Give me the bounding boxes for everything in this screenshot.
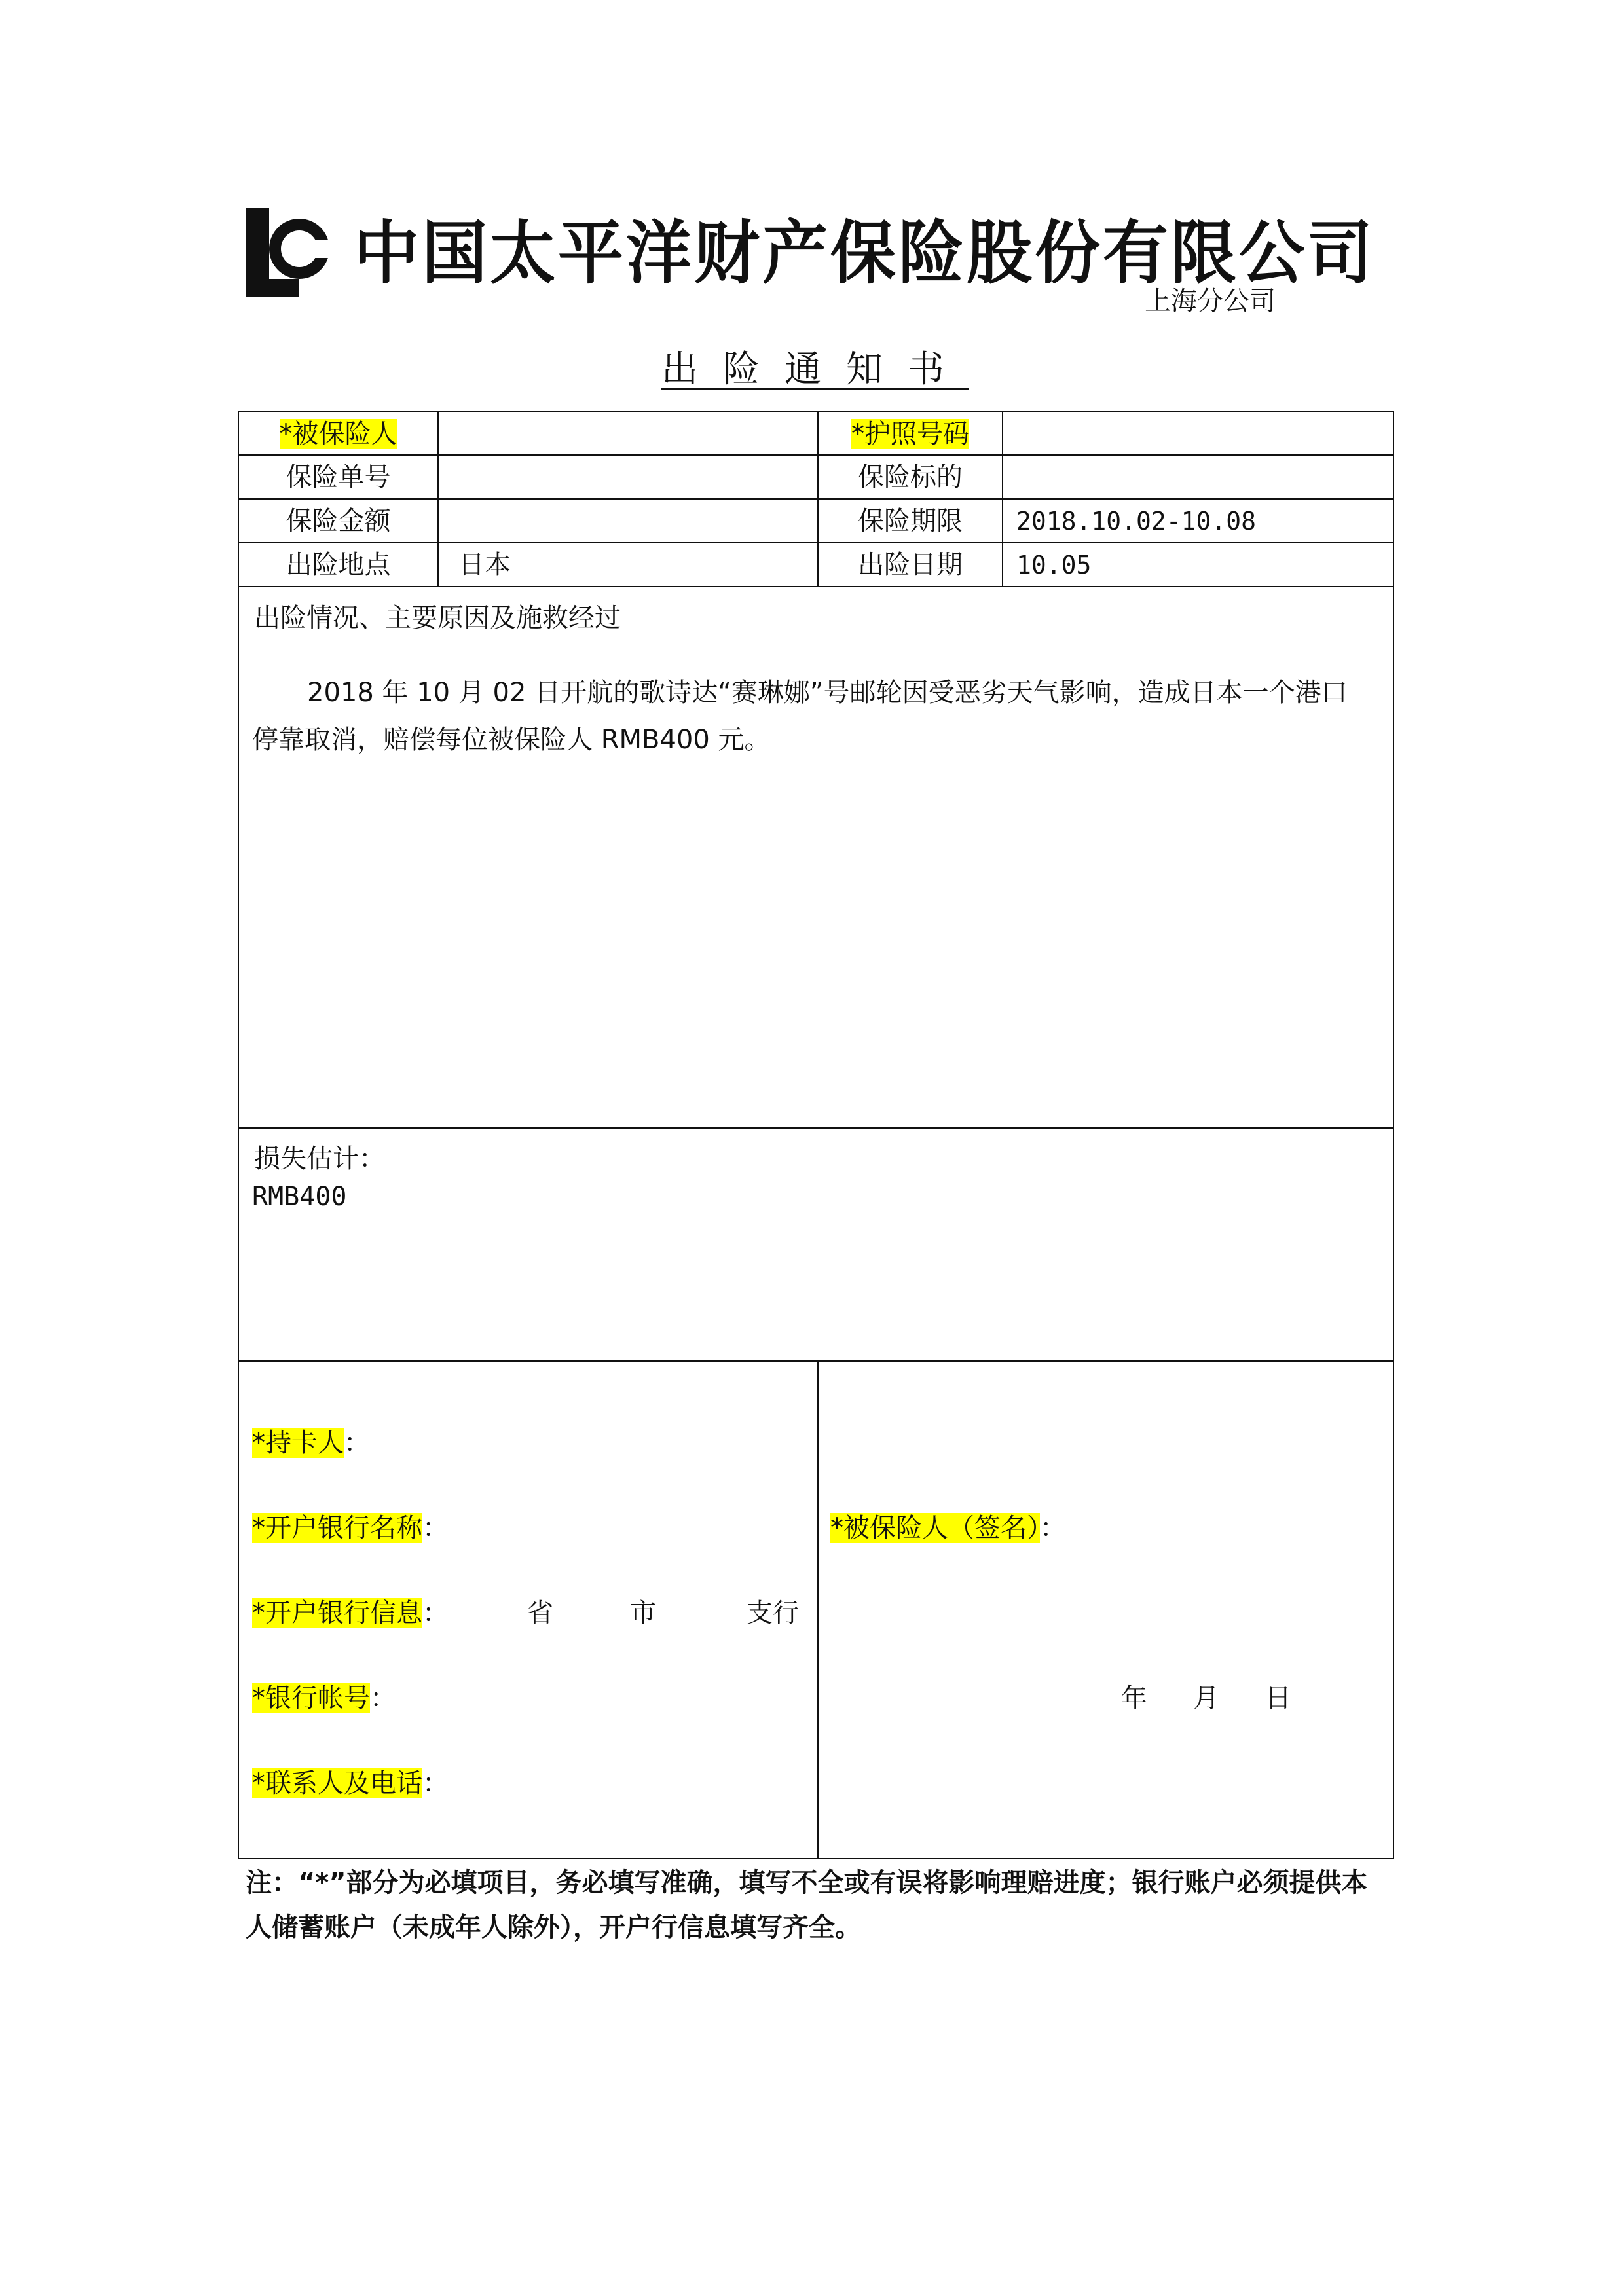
policy-period-label: 保险期限 [858,506,963,536]
cardholder-label: *持卡人 [252,1428,344,1458]
contact-row[interactable]: *联系人及电话： [252,1768,449,1798]
cpic-logo [246,208,331,297]
insured-object-label: 保险标的 [858,462,963,492]
passport-label: *护照号码 [851,419,969,449]
branch-name: 上海分公司 [1145,286,1276,316]
cardholder-row[interactable]: *持卡人： [252,1428,370,1458]
row-divider [238,1127,1393,1129]
province-label: 省 [527,1598,553,1628]
signature-row[interactable]: *被保险人（签名）： [830,1513,1066,1543]
loss-estimate-value[interactable]: RMB400 [252,1182,347,1212]
footnote: 注：“*”部分为必填项目，务必填写准确，填写不全或有误将影响理赔进度；银行账户必须提供本人储蓄账户（未成年人除外），开户行信息填写齐全。 [246,1868,1368,1942]
city-label: 市 [630,1598,656,1628]
sign-month-label: 月 [1193,1683,1219,1713]
incident-location-label: 出险地点 [286,550,391,580]
bank-name-label: *开户银行名称 [252,1513,422,1543]
sum-insured-label: 保险金额 [286,506,391,536]
document-title: 出险通知书 [661,348,969,391]
col-divider [1002,411,1003,587]
incident-location-field[interactable]: 日本 [458,550,511,580]
passport-label-cell [819,412,1002,456]
row-divider [238,1360,1393,1362]
bank-name-row[interactable]: *开户银行名称： [252,1513,449,1543]
incident-date-label: 出险日期 [858,550,963,580]
insured-label-cell [239,412,437,456]
account-row[interactable]: *银行帐号： [252,1683,396,1713]
policy-period-field[interactable]: 2018.10.02-10.08 [1016,507,1257,536]
account-label: *银行帐号 [252,1683,370,1713]
company-name: 中国太平洋财产保险股份有限公司 [354,212,1375,293]
contact-label: *联系人及电话 [252,1768,422,1798]
branch-suffix-label: 支行 [747,1598,799,1628]
policy-number-label: 保险单号 [286,462,391,492]
incident-section-title: 出险情况、主要原因及施救经过 [254,603,621,633]
sign-year-label: 年 [1121,1683,1147,1713]
col-divider [817,1360,819,1858]
bank-info-label: *开户银行信息 [252,1598,422,1628]
incident-date-field[interactable]: 10.05 [1016,551,1092,579]
signature-label: *被保险人（签名） [830,1513,1040,1543]
bank-info-row[interactable]: *开户银行信息： [252,1598,449,1628]
col-divider [437,411,439,587]
loss-estimate-title: 损失估计： [254,1144,385,1174]
insured-label: *被保险人 [279,419,397,449]
sign-day-label: 日 [1265,1683,1291,1713]
incident-description[interactable]: 2018 年 10 月 02 日开航的歌诗达“赛琳娜”号邮轮因受恶劣天气影响，造成日本一个港口停靠取消，赔偿每位被保险人 RMB400 元。 [252,678,1348,755]
